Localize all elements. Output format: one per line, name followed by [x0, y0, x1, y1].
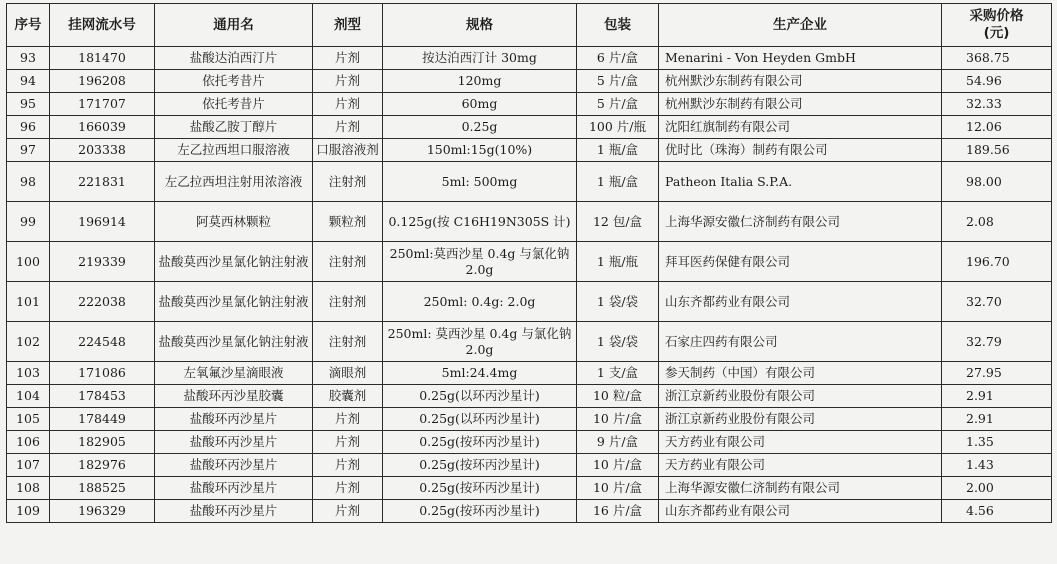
- cell-code: 188525: [50, 477, 155, 500]
- cell-seq: 103: [7, 362, 50, 385]
- header-code: 挂网流水号: [50, 4, 155, 47]
- cell-pack: 1 瓶/瓶: [577, 242, 659, 282]
- table-row: [7, 162, 1052, 202]
- cell-code: 221831: [50, 162, 155, 202]
- cell-form: 颗粒剂: [313, 202, 383, 242]
- cell-pack: 1 瓶/盒: [577, 139, 659, 162]
- cell-seq: 105: [7, 408, 50, 431]
- cell-code: 222038: [50, 282, 155, 322]
- cell-seq: 99: [7, 202, 50, 242]
- table-row: [7, 500, 1052, 523]
- cell-maker: 杭州默沙东制药有限公司: [659, 70, 942, 93]
- cell-name: 左氧氟沙星滴眼液: [155, 362, 313, 385]
- cell-price: 189.56: [942, 139, 1052, 162]
- cell-seq: 104: [7, 385, 50, 408]
- cell-code: 224548: [50, 322, 155, 362]
- cell-code: 181470: [50, 47, 155, 70]
- header-name: 通用名: [155, 4, 313, 47]
- cell-code: 203338: [50, 139, 155, 162]
- cell-spec: 250ml: 0.4g: 2.0g: [383, 282, 577, 322]
- table-row: [7, 139, 1052, 162]
- cell-pack: 6 片/盒: [577, 47, 659, 70]
- cell-pack: 1 袋/袋: [577, 282, 659, 322]
- cell-code: 178449: [50, 408, 155, 431]
- table-body: [7, 47, 1052, 523]
- cell-spec: 250ml:莫西沙星 0.4g 与氯化钠 2.0g: [383, 242, 577, 282]
- cell-maker: 天方药业有限公司: [659, 431, 942, 454]
- header-price: 采购价格 (元): [942, 4, 1052, 47]
- cell-spec: 60mg: [383, 93, 577, 116]
- cell-maker: 沈阳红旗制药有限公司: [659, 116, 942, 139]
- cell-code: 178453: [50, 385, 155, 408]
- cell-pack: 1 瓶/盒: [577, 162, 659, 202]
- cell-spec: 按达泊西汀计 30mg: [383, 47, 577, 70]
- cell-name: 左乙拉西坦口服溶液: [155, 139, 313, 162]
- cell-pack: 10 片/盒: [577, 454, 659, 477]
- cell-name: 盐酸莫西沙星氯化钠注射液: [155, 282, 313, 322]
- cell-pack: 12 包/盒: [577, 202, 659, 242]
- cell-seq: 106: [7, 431, 50, 454]
- cell-spec: 5ml: 500mg: [383, 162, 577, 202]
- cell-name: 阿莫西林颗粒: [155, 202, 313, 242]
- cell-pack: 16 片/盒: [577, 500, 659, 523]
- table-row: [7, 116, 1052, 139]
- cell-maker: 优时比（珠海）制药有限公司: [659, 139, 942, 162]
- cell-price: 368.75: [942, 47, 1052, 70]
- table-row: [7, 93, 1052, 116]
- cell-price: 98.00: [942, 162, 1052, 202]
- cell-form: 注射剂: [313, 322, 383, 362]
- cell-maker: 拜耳医药保健有限公司: [659, 242, 942, 282]
- cell-seq: 98: [7, 162, 50, 202]
- cell-form: 注射剂: [313, 242, 383, 282]
- cell-form: 片剂: [313, 477, 383, 500]
- cell-pack: 5 片/盒: [577, 70, 659, 93]
- cell-price: 54.96: [942, 70, 1052, 93]
- cell-maker: 山东齐都药业有限公司: [659, 500, 942, 523]
- cell-spec: 0.25g: [383, 116, 577, 139]
- cell-pack: 1 袋/袋: [577, 322, 659, 362]
- cell-maker: 浙江京新药业股份有限公司: [659, 408, 942, 431]
- cell-code: 196208: [50, 70, 155, 93]
- cell-price: 2.08: [942, 202, 1052, 242]
- cell-seq: 102: [7, 322, 50, 362]
- cell-price: 1.35: [942, 431, 1052, 454]
- cell-name: 盐酸环丙沙星片: [155, 477, 313, 500]
- cell-pack: 10 片/盒: [577, 477, 659, 500]
- cell-spec: 0.25g(按环丙沙星计): [383, 477, 577, 500]
- cell-price: 2.91: [942, 385, 1052, 408]
- cell-code: 182976: [50, 454, 155, 477]
- table-row: [7, 202, 1052, 242]
- cell-form: 片剂: [313, 408, 383, 431]
- cell-price: 27.95: [942, 362, 1052, 385]
- table-row: [7, 322, 1052, 362]
- cell-name: 盐酸环丙沙星片: [155, 431, 313, 454]
- cell-price: 196.70: [942, 242, 1052, 282]
- cell-name: 盐酸莫西沙星氯化钠注射液: [155, 242, 313, 282]
- cell-seq: 109: [7, 500, 50, 523]
- cell-spec: 0.25g(按环丙沙星计): [383, 431, 577, 454]
- cell-maker: 浙江京新药业股份有限公司: [659, 385, 942, 408]
- cell-maker: 天方药业有限公司: [659, 454, 942, 477]
- cell-code: 196329: [50, 500, 155, 523]
- cell-name: 盐酸环丙沙星片: [155, 454, 313, 477]
- cell-code: 219339: [50, 242, 155, 282]
- cell-form: 注射剂: [313, 162, 383, 202]
- cell-spec: 150ml:15g(10%): [383, 139, 577, 162]
- cell-name: 盐酸环丙沙星片: [155, 408, 313, 431]
- cell-seq: 107: [7, 454, 50, 477]
- cell-form: 注射剂: [313, 282, 383, 322]
- header-pack: 包装: [577, 4, 659, 47]
- cell-seq: 96: [7, 116, 50, 139]
- cell-spec: 0.125g(按 C16H19N305S 计): [383, 202, 577, 242]
- cell-price: 4.56: [942, 500, 1052, 523]
- cell-pack: 9 片/盒: [577, 431, 659, 454]
- cell-code: 196914: [50, 202, 155, 242]
- header-seq: 序号: [7, 4, 50, 47]
- cell-maker: 山东齐都药业有限公司: [659, 282, 942, 322]
- cell-maker: Patheon Italia S.P.A.: [659, 162, 942, 202]
- cell-spec: 0.25g(以环丙沙星计): [383, 385, 577, 408]
- cell-form: 口服溶液剂: [313, 139, 383, 162]
- cell-maker: 石家庄四药有限公司: [659, 322, 942, 362]
- cell-seq: 101: [7, 282, 50, 322]
- table-row: [7, 408, 1052, 431]
- cell-form: 胶囊剂: [313, 385, 383, 408]
- cell-spec: 250ml: 莫西沙星 0.4g 与氯化钠 2.0g: [383, 322, 577, 362]
- cell-maker: 上海华源安徽仁济制药有限公司: [659, 477, 942, 500]
- table-row: [7, 385, 1052, 408]
- cell-seq: 97: [7, 139, 50, 162]
- cell-code: 166039: [50, 116, 155, 139]
- cell-seq: 108: [7, 477, 50, 500]
- cell-price: 12.06: [942, 116, 1052, 139]
- cell-spec: 0.25g(以环丙沙星计): [383, 408, 577, 431]
- cell-form: 片剂: [313, 116, 383, 139]
- cell-pack: 10 片/盒: [577, 408, 659, 431]
- cell-form: 片剂: [313, 70, 383, 93]
- cell-maker: Menarini - Von Heyden GmbH: [659, 47, 942, 70]
- cell-code: 171086: [50, 362, 155, 385]
- table-row: [7, 242, 1052, 282]
- header-maker: 生产企业: [659, 4, 942, 47]
- cell-seq: 100: [7, 242, 50, 282]
- cell-pack: 5 片/盒: [577, 93, 659, 116]
- cell-spec: 5ml:24.4mg: [383, 362, 577, 385]
- cell-name: 盐酸乙胺丁醇片: [155, 116, 313, 139]
- cell-name: 依托考昔片: [155, 70, 313, 93]
- cell-pack: 1 支/盒: [577, 362, 659, 385]
- header-spec: 规格: [383, 4, 577, 47]
- header-form: 剂型: [313, 4, 383, 47]
- cell-spec: 0.25g(按环丙沙星计): [383, 454, 577, 477]
- table-row: [7, 47, 1052, 70]
- cell-spec: 0.25g(按环丙沙星计): [383, 500, 577, 523]
- cell-seq: 95: [7, 93, 50, 116]
- table-row: [7, 70, 1052, 93]
- table-row: [7, 282, 1052, 322]
- cell-name: 盐酸环丙沙星片: [155, 500, 313, 523]
- cell-pack: 100 片/瓶: [577, 116, 659, 139]
- table-row: [7, 362, 1052, 385]
- drug-price-table-page: [6, 3, 1051, 560]
- drug-price-table: [6, 3, 1052, 523]
- cell-name: 盐酸达泊西汀片: [155, 47, 313, 70]
- cell-pack: 10 粒/盒: [577, 385, 659, 408]
- cell-name: 盐酸环丙沙星胶囊: [155, 385, 313, 408]
- cell-price: 32.79: [942, 322, 1052, 362]
- cell-maker: 杭州默沙东制药有限公司: [659, 93, 942, 116]
- cell-name: 左乙拉西坦注射用浓溶液: [155, 162, 313, 202]
- cell-price: 1.43: [942, 454, 1052, 477]
- cell-form: 片剂: [313, 454, 383, 477]
- cell-name: 盐酸莫西沙星氯化钠注射液: [155, 322, 313, 362]
- cell-name: 依托考昔片: [155, 93, 313, 116]
- cell-code: 182905: [50, 431, 155, 454]
- table-row: [7, 454, 1052, 477]
- cell-form: 片剂: [313, 93, 383, 116]
- cell-price: 2.91: [942, 408, 1052, 431]
- cell-form: 片剂: [313, 47, 383, 70]
- table-row: [7, 431, 1052, 454]
- cell-code: 171707: [50, 93, 155, 116]
- cell-form: 片剂: [313, 431, 383, 454]
- table-header-row: [7, 4, 1052, 47]
- cell-seq: 93: [7, 47, 50, 70]
- cell-form: 滴眼剂: [313, 362, 383, 385]
- cell-spec: 120mg: [383, 70, 577, 93]
- cell-maker: 参天制药（中国）有限公司: [659, 362, 942, 385]
- cell-form: 片剂: [313, 500, 383, 523]
- cell-maker: 上海华源安徽仁济制药有限公司: [659, 202, 942, 242]
- table-row: [7, 477, 1052, 500]
- cell-price: 32.70: [942, 282, 1052, 322]
- cell-seq: 94: [7, 70, 50, 93]
- cell-price: 32.33: [942, 93, 1052, 116]
- cell-price: 2.00: [942, 477, 1052, 500]
